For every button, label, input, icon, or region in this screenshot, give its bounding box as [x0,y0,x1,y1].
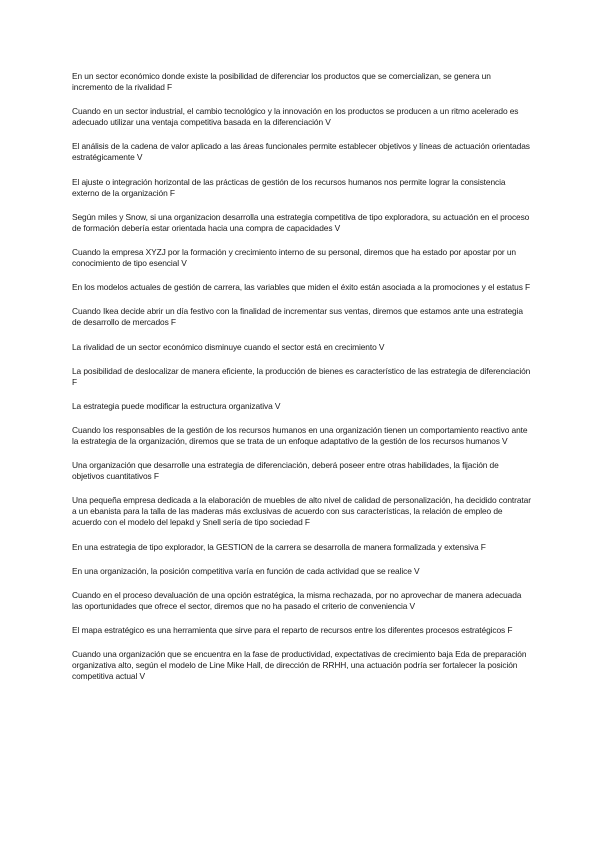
paragraph: En un sector económico donde existe la posibilidad de diferenciar los productos que se comercializan, se genera un incremento de la rivalidad F [72,71,491,92]
paragraph: Cuando Ikea decide abrir un día festivo con la finalidad de incrementar sus ventas, diremos que estamos ante una estrategia de desarrollo de mercados F [72,306,523,328]
paragraph: Una pequeña empresa dedicada a la elaboración de muebles de alto nivel de calidad de personalización, ha decidido contratar a un ebanista para la talla de las maderas más exclusivas de acuerdo con sus características, la relación de empleo de acuerdo con el modelo del lepakd y Snell sería de tipo sociedad F [72,495,531,528]
paragraph: La rivalidad de un sector económico disminuye cuando el sector está en crecimiento V [72,341,385,352]
paragraph: Cuando en un sector industrial, el cambio tecnológico y la innovación en los productos se producen a un ritmo acelerado es adecuado utilizar una ventaja competitiva basada en la diferenciación V [72,106,519,128]
paragraph: El análisis de la cadena de valor aplicado a las áreas funcionales permite establecer objetivos y líneas de actuación orientadas estratégicamente V [72,141,530,163]
paragraph: Cuando en el proceso devaluación de una opción estratégica, la misma rechazada, por no aprovechar de manera adecuada las oportunidades que ofrece el sector, diremos que no ha pasado el criterio de conveniencia V [72,590,522,611]
paragraph: Cuando los responsables de la gestión de los recursos humanos en una organización tienen un comportamiento reactivo ante la estrategia de la organización, diremos que se trata de un enfoque adaptativo de la gestión de los recursos humanos V [72,425,528,447]
paragraph: Cuando la empresa XYZJ por la formación y crecimiento interno de su personal, diremos que ha estado por apostar por un conocimiento de tipo esencial V [72,246,516,268]
paragraph: Según miles y Snow, si una organizacion desarrolla una estrategia competitiva de tipo exploradora, su actuación en el proceso de formación debería estar orientada hacia una compra de capacidades V [72,211,530,233]
document-body [72,71,532,696]
paragraph: La posibilidad de deslocalizar de manera eficiente, la producción de bienes es característico de las estrategia de diferenciación F [72,365,531,387]
paragraph: Una organización que desarrolle una estrategia de diferenciación, deberá poseer entre otras habilidades, la fijación de objetivos cuantitativos F [72,460,499,482]
paragraph: Cuando una organización que se encuentra en la fase de productividad, expectativas de crecimiento baja Eda de preparación organizativa alto, según el modelo de Line Mike Hall, de dirección de RRHH, una actuación podría ser fortalecer la posición competitiva actual V [72,649,527,682]
paragraph: La estrategia puede modificar la estructura organizativa V [72,400,281,411]
paragraph: El ajuste o integración horizontal de las prácticas de gestión de los recursos humanos nos permite lograr la consistencia externo de la organización F [72,176,506,198]
paragraph: En una organización, la posición competitiva varía en función de cada actividad que se realice V [72,565,420,576]
paragraph: En los modelos actuales de gestión de carrera, las variables que miden el éxito están asociada a la promociones y el estatus F [72,282,531,293]
paragraph: El mapa estratégico es una herramienta que sirve para el reparto de recursos entre los diferentes procesos estratégicos F [72,625,513,636]
paragraph: En una estrategia de tipo explorador, la GESTION de la carrera se desarrolla de manera formalizada y extensiva F [72,541,486,552]
